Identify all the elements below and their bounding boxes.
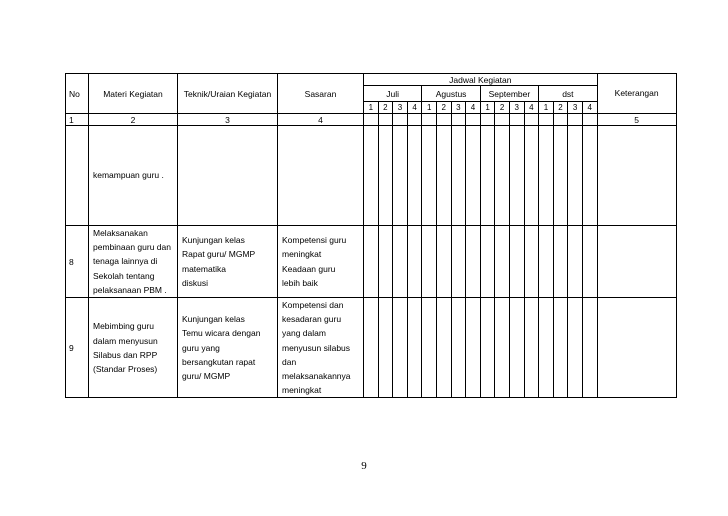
- cell-line: Rapat guru/ MGMP: [182, 249, 256, 260]
- schedule-cell: [393, 226, 408, 298]
- month-header: dst: [539, 86, 598, 102]
- cell-line: meningkat: [282, 249, 322, 260]
- week-header: 1: [422, 102, 437, 114]
- header-sasaran: Sasaran: [278, 74, 364, 114]
- schedule-cell: [539, 114, 554, 126]
- schedule-cell: [553, 226, 568, 298]
- schedule-cell: [524, 298, 539, 398]
- header-materi: Materi Kegiatan: [89, 74, 178, 114]
- cell-line: yang dalam: [282, 328, 326, 339]
- cell-line: Temu wicara dengan: [182, 328, 261, 339]
- cell-line: menyusun silabus: [282, 342, 351, 353]
- schedule-cell: [378, 226, 393, 298]
- cell-line: guru yang: [182, 342, 220, 353]
- header-keterangan: Keterangan: [597, 74, 676, 114]
- week-header: 3: [509, 102, 524, 114]
- schedule-cell: [422, 114, 437, 126]
- schedule-cell: [582, 298, 597, 398]
- schedule-cell: [407, 126, 422, 226]
- cell-materi: [89, 298, 178, 398]
- schedule-cell: [568, 114, 583, 126]
- schedule-cell: [436, 114, 451, 126]
- week-header: 3: [451, 102, 466, 114]
- schedule-cell: [553, 298, 568, 398]
- schedule-cell: [480, 114, 495, 126]
- week-header: 4: [524, 102, 539, 114]
- schedule-cell: [509, 298, 524, 398]
- cell-line: melaksanakannya: [282, 371, 351, 382]
- table-row: [66, 298, 677, 398]
- schedule-cell: [422, 226, 437, 298]
- header-no: No: [66, 74, 89, 114]
- cell-line: Silabus dan RPP: [93, 349, 158, 360]
- cell-line: dalam menyusun: [93, 335, 158, 346]
- column-number: 1: [66, 114, 89, 126]
- week-header: 2: [553, 102, 568, 114]
- schedule-cell: [466, 126, 481, 226]
- schedule-cell: [495, 226, 510, 298]
- schedule-cell: [509, 126, 524, 226]
- header-jadwal: Jadwal Kegiatan: [364, 74, 598, 86]
- column-number-row: [66, 114, 677, 126]
- schedule-cell: [407, 226, 422, 298]
- schedule-cell: [364, 126, 379, 226]
- schedule-cell: [495, 126, 510, 226]
- schedule-cell: [451, 298, 466, 398]
- cell-line: bersangkutan rapat: [182, 356, 256, 367]
- schedule-cell: [509, 114, 524, 126]
- schedule-cell: [422, 126, 437, 226]
- cell-sasaran: [278, 226, 364, 298]
- schedule-cell: [539, 226, 554, 298]
- cell-keterangan: [597, 226, 676, 298]
- schedule-cell: [524, 226, 539, 298]
- month-header: Juli: [364, 86, 422, 102]
- schedule-cell: [393, 114, 408, 126]
- week-header: 2: [495, 102, 510, 114]
- schedule-cell: [495, 298, 510, 398]
- cell-line: Kunjungan kelas: [182, 235, 245, 246]
- schedule-cell: [393, 126, 408, 226]
- row-number: 9: [66, 298, 89, 398]
- cell-keterangan: [597, 298, 676, 398]
- cell-line: Kompetensi guru: [282, 235, 347, 246]
- week-header: 1: [364, 102, 379, 114]
- cell-teknik: [178, 298, 278, 398]
- table-row: [66, 126, 677, 226]
- cell-line: dan: [282, 356, 297, 367]
- schedule-cell: [480, 298, 495, 398]
- schedule-cell: [436, 126, 451, 226]
- schedule-cell: [480, 226, 495, 298]
- schedule-cell: [407, 298, 422, 398]
- cell-line: meningkat: [282, 385, 322, 396]
- schedule-cell: [568, 226, 583, 298]
- week-header: 4: [466, 102, 481, 114]
- schedule-cell: [524, 126, 539, 226]
- schedule-cell: [509, 226, 524, 298]
- column-number: 3: [178, 114, 278, 126]
- cell-line: kemampuan guru .: [93, 170, 164, 181]
- schedule-cell: [466, 298, 481, 398]
- cell-line: guru/ MGMP: [182, 371, 231, 382]
- schedule-cell: [378, 298, 393, 398]
- schedule-cell: [568, 126, 583, 226]
- cell-line: (Standar Proses): [93, 363, 158, 374]
- schedule-cell: [451, 126, 466, 226]
- schedule-cell: [582, 126, 597, 226]
- schedule-cell: [466, 114, 481, 126]
- schedule-cell: [378, 114, 393, 126]
- week-header: 2: [436, 102, 451, 114]
- month-header: September: [480, 86, 538, 102]
- week-header: 4: [407, 102, 422, 114]
- schedule-cell: [568, 298, 583, 398]
- schedule-cell: [495, 114, 510, 126]
- cell-line: matematika: [182, 263, 226, 274]
- cell-materi: [89, 226, 178, 298]
- column-number: 5: [597, 114, 676, 126]
- week-header: 3: [393, 102, 408, 114]
- week-header: 1: [539, 102, 554, 114]
- cell-line: pelaksanaan PBM .: [93, 284, 167, 295]
- cell-sasaran: [278, 298, 364, 398]
- schedule-cell: [539, 126, 554, 226]
- cell-line: Keadaan guru: [282, 263, 336, 274]
- schedule-cell: [480, 126, 495, 226]
- week-header: 2: [378, 102, 393, 114]
- cell-line: Mebimbing guru: [93, 321, 154, 332]
- schedule-cell: [451, 226, 466, 298]
- cell-line: lebih baik: [282, 277, 318, 288]
- cell-materi: [89, 126, 178, 226]
- cell-sasaran: [278, 126, 364, 226]
- cell-line: Kunjungan kelas: [182, 314, 245, 325]
- schedule-cell: [407, 114, 422, 126]
- cell-line: pembinaan guru dan: [93, 242, 171, 253]
- cell-line: Melaksanakan: [93, 228, 148, 238]
- cell-keterangan: [597, 126, 676, 226]
- cell-line: Sekolah tentang: [93, 270, 155, 281]
- cell-teknik: [178, 226, 278, 298]
- schedule-cell: [436, 226, 451, 298]
- schedule-cell: [553, 126, 568, 226]
- schedule-cell: [436, 298, 451, 398]
- schedule-cell: [422, 298, 437, 398]
- schedule-cell: [378, 126, 393, 226]
- cell-line: Kompetensi dan: [282, 300, 344, 311]
- schedule-cell: [364, 114, 379, 126]
- column-number: 2: [89, 114, 178, 126]
- week-header: 4: [582, 102, 597, 114]
- cell-line: kesadaran guru: [282, 314, 342, 325]
- schedule-cell: [524, 114, 539, 126]
- month-header: Agustus: [422, 86, 480, 102]
- table-row: [66, 226, 677, 298]
- row-number: 8: [66, 226, 89, 298]
- week-header: 3: [568, 102, 583, 114]
- header-teknik: Teknik/Uraian Kegiatan: [178, 74, 278, 114]
- week-header: 1: [480, 102, 495, 114]
- schedule-cell: [582, 114, 597, 126]
- schedule-cell: [553, 114, 568, 126]
- cell-teknik: [178, 126, 278, 226]
- schedule-cell: [451, 114, 466, 126]
- cell-line: tenaga lainnya di: [93, 256, 158, 267]
- schedule-cell: [466, 226, 481, 298]
- schedule-cell: [364, 226, 379, 298]
- schedule-cell: [539, 298, 554, 398]
- schedule-cell: [393, 298, 408, 398]
- column-number: 4: [278, 114, 364, 126]
- schedule-cell: [582, 226, 597, 298]
- schedule-table: [65, 73, 677, 398]
- cell-line: diskusi: [182, 277, 208, 288]
- page-number: 9: [361, 460, 367, 472]
- row-number: [66, 126, 89, 226]
- schedule-cell: [364, 298, 379, 398]
